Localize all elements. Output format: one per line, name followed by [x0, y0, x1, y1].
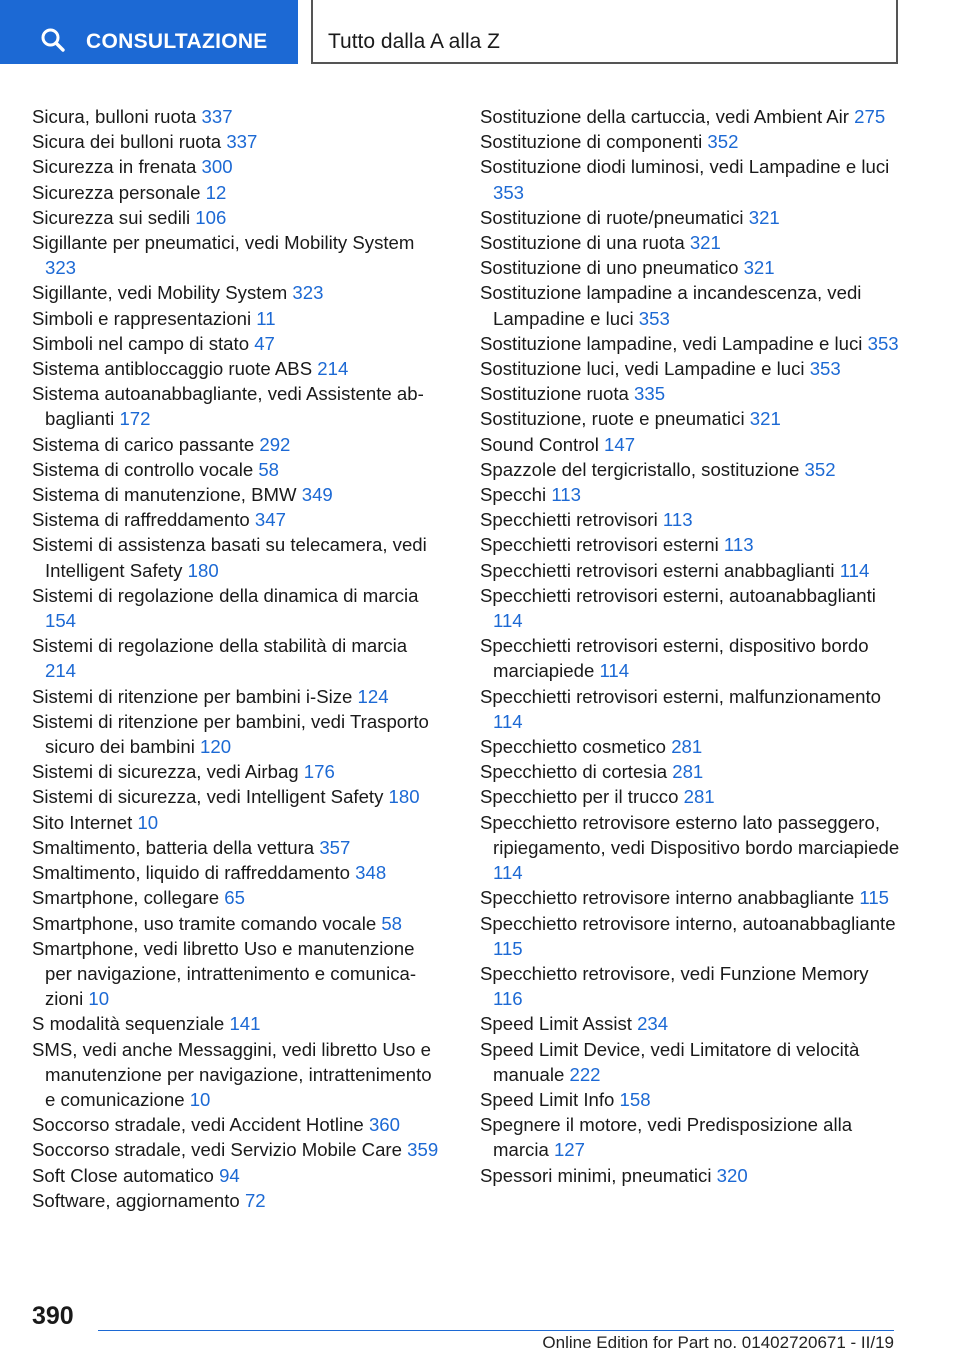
page-reference-link[interactable]: 353 [493, 181, 525, 203]
page-reference-link[interactable]: 120 [200, 736, 232, 758]
index-entry [480, 1163, 900, 1188]
index-term: Sistemi di ritenzione per bambini i-Size [32, 685, 353, 707]
page-reference-link[interactable]: 337 [226, 131, 258, 153]
index-term: Sistema di manutenzione, BMW [32, 484, 297, 506]
index-entry [480, 684, 900, 734]
index-term: Sicurezza personale [32, 181, 201, 203]
index-entry [32, 331, 442, 356]
section-tab-label: CONSULTAZIONE [86, 30, 268, 53]
index-entry [32, 860, 442, 885]
page-reference-link[interactable]: 147 [604, 433, 636, 455]
index-entry [480, 230, 900, 255]
page-reference-link[interactable]: 47 [254, 332, 275, 354]
index-entry [480, 759, 900, 784]
page-reference-link[interactable]: 94 [219, 1164, 240, 1186]
index-term: Sicura dei bulloni ruota [32, 131, 222, 153]
index-term: Specchietto retrovisore interno anabbagliante [480, 887, 855, 909]
index-term: Smaltimento, batteria della vettura [32, 836, 315, 858]
page-reference-link[interactable]: 353 [638, 307, 670, 329]
index-term: Sistema antibloccaggio ruote ABS [32, 358, 313, 380]
index-term: Specchietto retrovisore, vedi Funzione Memory [480, 962, 869, 984]
page-reference-link[interactable]: 353 [867, 332, 899, 354]
page-reference-link[interactable]: 58 [381, 912, 403, 934]
index-entry [480, 1037, 900, 1087]
page-reference-link[interactable]: 124 [357, 685, 389, 707]
index-entry [32, 280, 442, 305]
index-term: Specchietto di cortesia [480, 761, 668, 783]
page-reference-link[interactable]: 115 [493, 937, 523, 959]
index-term: Sigillante per pneumatici, vedi Mobility System [32, 232, 415, 254]
page-reference-link[interactable]: 214 [45, 660, 77, 682]
index-entry [480, 482, 900, 507]
page-reference-link[interactable]: 141 [229, 1013, 261, 1035]
page-reference-link[interactable]: 222 [569, 1063, 601, 1085]
page-reference-link[interactable]: 65 [224, 887, 245, 909]
index-term: Sistemi di ritenzione per bambini, vedi Trasporto sicuro dei bambini [32, 710, 429, 758]
index-term: Software, aggiornamento [32, 1189, 240, 1211]
page-reference-link[interactable]: 10 [137, 811, 159, 833]
index-entry [480, 810, 900, 886]
index-term: Speed Limit Device, vedi Limitatore di velocità manuale [480, 1038, 860, 1085]
page-reference-link[interactable]: 352 [804, 458, 836, 480]
index-term: Specchietti retrovisori esterni, malfunzionamento [480, 685, 881, 707]
index-term: Sistemi di sicurezza, vedi Airbag [32, 761, 299, 783]
index-term: Specchietto retrovisore esterno lato passeggero, ripiegamento, vedi Dispositivo bordo marciapiede [480, 811, 900, 858]
page-reference-link[interactable]: 176 [303, 761, 335, 783]
index-term: Sigillante, vedi Mobility System [32, 282, 288, 304]
index-term: Sistemi di sicurezza, vedi Intelligent Safety [32, 786, 384, 808]
page-reference-link[interactable]: 11 [256, 307, 276, 329]
page-reference-link[interactable]: 281 [671, 736, 703, 758]
index-entry [480, 104, 900, 129]
page-reference-link[interactable]: 180 [388, 786, 420, 808]
index-entry [32, 532, 442, 582]
index-term: Sistema autoanabbagliante, vedi Assistente abbaglianti [32, 383, 424, 430]
page-reference-link[interactable]: 234 [637, 1013, 669, 1035]
index-term: Sostituzione diodi luminosi, vedi Lampadine e luci [480, 156, 890, 178]
index-entry [32, 381, 442, 431]
page-reference-link[interactable]: 113 [662, 509, 693, 531]
search-icon [40, 27, 66, 53]
index-entry [32, 205, 442, 230]
index-entry [480, 432, 900, 457]
index-term: Speed Limit Info [480, 1088, 615, 1110]
index-entry [480, 381, 900, 406]
index-entry [32, 180, 442, 205]
index-entry [480, 129, 900, 154]
index-term: Smaltimento, liquido di raffreddamento [32, 862, 350, 884]
page-reference-link[interactable]: 275 [854, 106, 886, 127]
index-entry [32, 129, 442, 154]
index-term: Specchi [480, 484, 547, 506]
index-entry [32, 885, 442, 910]
page-reference-link[interactable]: 337 [201, 106, 233, 127]
index-entry [480, 154, 900, 204]
index-term: Sound Control [480, 433, 599, 455]
index-term: Smartphone, collegare [32, 887, 220, 909]
index-entry [480, 356, 900, 381]
index-entry [32, 1137, 442, 1162]
index-term: Sostituzione, ruote e pneumatici [480, 408, 745, 430]
index-entry [32, 230, 442, 280]
page-reference-link[interactable]: 154 [45, 610, 77, 632]
page-reference-link[interactable]: 12 [205, 181, 227, 203]
index-term: Speed Limit Assist [480, 1013, 632, 1035]
page-reference-link[interactable]: 352 [707, 131, 739, 153]
index-term: Sistema di carico passante [32, 433, 255, 455]
index-term: Specchietto per il trucco [480, 786, 679, 808]
index-entry [480, 507, 900, 532]
index-term: Sostituzione della cartuccia, vedi Ambient Air [480, 106, 849, 127]
index-entry [32, 709, 442, 759]
index-term: Spegnere il motore, vedi Predisposizione alla marcia [480, 1114, 853, 1161]
page-reference-link[interactable]: 359 [407, 1139, 439, 1161]
page-reference-link[interactable]: 292 [259, 433, 291, 455]
index-term: Specchietto cosmetico [480, 736, 667, 758]
page-reference-link[interactable]: 114 [839, 559, 870, 581]
index-entry [32, 936, 442, 1012]
page-reference-link[interactable]: 172 [119, 408, 151, 430]
index-entry [32, 457, 442, 482]
index-entry [480, 1112, 900, 1162]
page-reference-link[interactable]: 114 [493, 862, 523, 884]
index-entry [32, 507, 442, 532]
index-entry [32, 911, 442, 936]
page-reference-link[interactable]: 10 [88, 988, 110, 1010]
index-entry [32, 306, 442, 331]
chapter-title: Tutto dalla A alla Z [328, 30, 500, 53]
index-entry [480, 205, 900, 230]
index-entry [32, 1112, 442, 1137]
page-reference-link[interactable]: 321 [749, 408, 781, 430]
index-entry [32, 154, 442, 179]
index-term: Sostituzione di una ruota [480, 232, 685, 254]
index-term: Sicura, bulloni ruota [32, 106, 197, 127]
index-term: Sostituzione di componenti [480, 131, 703, 153]
index-term: Sostituzione lampadine a incandescenza, vedi Lampadine e luci [480, 282, 862, 329]
page-reference-link[interactable]: 127 [553, 1139, 585, 1161]
index-entry [480, 911, 900, 961]
page-reference-link[interactable]: 113 [551, 484, 581, 506]
page-reference-link[interactable]: 214 [317, 358, 349, 380]
page-reference-link[interactable]: 347 [254, 509, 286, 531]
section-tab[interactable] [0, 0, 298, 64]
page-reference-link[interactable]: 357 [319, 836, 351, 858]
index-entry [480, 1087, 900, 1112]
index-entry [32, 810, 442, 835]
page-reference-link[interactable]: 180 [187, 559, 219, 581]
index-entry [32, 835, 442, 860]
index-term: Specchietti retrovisori [480, 509, 658, 531]
index-entry [480, 280, 900, 330]
index-column-right [480, 104, 900, 1188]
index-entry [32, 432, 442, 457]
index-entry [480, 734, 900, 759]
index-term: Smartphone, vedi libretto Uso e manutenzione per navigazione, intrattenimento e comunicazioni [32, 937, 417, 1010]
index-entry [480, 331, 900, 356]
index-entry [32, 759, 442, 784]
index-term: S modalità sequenziale [32, 1013, 225, 1035]
index-entry [480, 255, 900, 280]
index-term: Specchietti retrovisori esterni anabbaglianti [480, 559, 835, 581]
page-reference-link[interactable]: 335 [634, 383, 666, 405]
index-entry [480, 784, 900, 809]
page-reference-link[interactable]: 281 [672, 761, 704, 783]
index-term: Sostituzione luci, vedi Lampadine e luci [480, 358, 805, 380]
index-entry [32, 356, 442, 381]
footer-divider [98, 1330, 894, 1331]
page-reference-link[interactable]: 348 [355, 862, 387, 884]
index-column-left [32, 104, 442, 1213]
index-entry [32, 104, 442, 129]
index-entry [480, 406, 900, 431]
page-reference-link[interactable]: 321 [743, 257, 775, 279]
index-term: Soft Close automatico [32, 1164, 214, 1186]
index-term: Sostituzione ruota [480, 383, 629, 405]
index-entry [480, 633, 900, 683]
index-term: Smartphone, uso tramite comando vocale [32, 912, 377, 934]
index-term: Sostituzione lampadine, vedi Lampadine e luci [480, 332, 863, 354]
index-term: Simboli nel campo di stato [32, 332, 250, 354]
page-reference-link[interactable]: 58 [258, 458, 280, 480]
page-reference-link[interactable]: 320 [716, 1164, 748, 1186]
index-term: SMS, vedi anche Messaggini, vedi libretto Uso e manutenzione per navigazione, intrattenimento e comunicazione [32, 1038, 432, 1110]
index-term: Specchietti retrovisori esterni, dispositivo bordo marciapiede [480, 635, 869, 682]
index-entry [32, 784, 442, 809]
index-term: Spessori minimi, pneumatici [480, 1164, 712, 1186]
index-term: Specchietto retrovisore interno, autoanabbagliante [480, 912, 896, 934]
index-term: Sicurezza in frenata [32, 156, 197, 178]
chapter-header [311, 0, 898, 64]
index-entry [480, 558, 900, 583]
index-term: Simboli e rappresentazioni [32, 307, 252, 329]
index-entry [480, 1011, 900, 1036]
index-term: Sostituzione di uno pneumatico [480, 257, 739, 279]
index-entry [32, 633, 442, 683]
page-reference-link[interactable]: 349 [301, 484, 333, 506]
index-entry [480, 961, 900, 1011]
index-entry [480, 457, 900, 482]
page-reference-link[interactable]: 106 [195, 206, 227, 228]
page-reference-link[interactable]: 114 [493, 710, 523, 732]
page-reference-link[interactable]: 114 [493, 610, 523, 632]
index-term: Sito Internet [32, 811, 133, 833]
index-term: Sistemi di regolazione della dinamica di marcia [32, 584, 419, 606]
index-entry [32, 1188, 442, 1213]
index-entry [480, 583, 900, 633]
index-entry [480, 885, 900, 910]
index-term: Sicurezza sui sedili [32, 206, 191, 228]
index-term: Sistemi di regolazione della stabilità di marcia [32, 635, 408, 657]
page-reference-link[interactable]: 300 [201, 156, 233, 178]
page-reference-link[interactable]: 116 [493, 988, 523, 1010]
page-reference-link[interactable]: 281 [683, 786, 715, 808]
page-reference-link[interactable]: 323 [45, 257, 77, 279]
page-reference-link[interactable]: 113 [723, 534, 754, 556]
page-reference-link[interactable]: 72 [244, 1189, 266, 1211]
index-term: Soccorso stradale, vedi Accident Hotline [32, 1114, 364, 1136]
index-term: Specchietti retrovisori esterni [480, 534, 719, 556]
index-entry [32, 1037, 442, 1113]
page-reference-link[interactable]: 360 [368, 1114, 400, 1136]
index-term: Sistema di controllo vocale [32, 458, 254, 480]
index-entry [480, 532, 900, 557]
page-reference-link[interactable]: 10 [189, 1088, 211, 1110]
index-term: Soccorso stradale, vedi Servizio Mobile Care [32, 1139, 402, 1161]
index-entry [32, 1011, 442, 1036]
page-reference-link[interactable]: 353 [809, 358, 841, 380]
index-term: Sistemi di assistenza basati su telecamera, vedi Intelligent Safety [32, 534, 427, 581]
page-reference-link[interactable]: 321 [748, 206, 780, 228]
edition-note: Online Edition for Part no. 01402720671 - II/19 [542, 1333, 894, 1352]
page-reference-link[interactable]: 323 [292, 282, 324, 304]
index-entry [32, 583, 442, 633]
page-reference-link[interactable]: 114 [599, 660, 630, 682]
page-reference-link[interactable]: 115 [859, 887, 890, 909]
page-reference-link[interactable]: 158 [619, 1088, 651, 1110]
index-term: Sistema di raffreddamento [32, 509, 250, 531]
page-number: 390 [32, 1302, 74, 1330]
index-entry [32, 1163, 442, 1188]
index-term: Sostituzione di ruote/pneumatici [480, 206, 744, 228]
index-entry [32, 482, 442, 507]
index-term: Specchietti retrovisori esterni, autoanabbaglianti [480, 584, 876, 606]
page-reference-link[interactable]: 321 [689, 232, 721, 254]
index-entry [32, 684, 442, 709]
index-term: Spazzole del tergicristallo, sostituzione [480, 458, 800, 480]
